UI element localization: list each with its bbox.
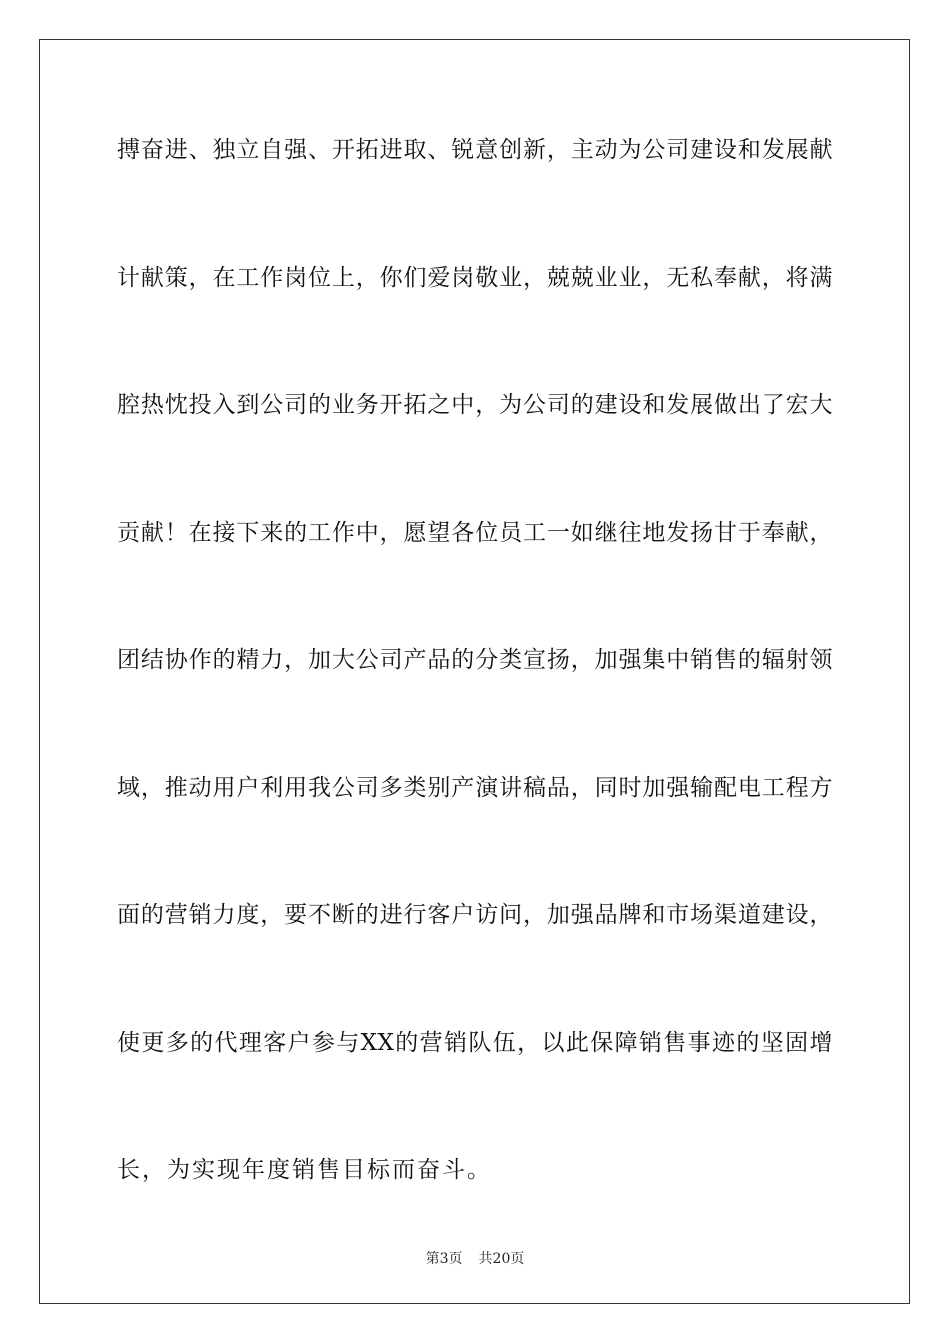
text-line-1: 搏奋进、独立自强、开拓进取、锐意创新，主动为公司建设和发展献 bbox=[117, 137, 833, 163]
text-line-5: 团结协作的精力，加大公司产品的分类宣扬，加强集中销售的辐射领 bbox=[117, 647, 833, 673]
text-line-8: 使更多的代理客户参与XX的营销队伍，以此保障销售事迹的坚固增 bbox=[117, 1029, 833, 1056]
page-number: 第3页 bbox=[425, 1251, 463, 1267]
text-line-9: 长，为实现年度销售目标而奋斗。 bbox=[117, 1157, 492, 1183]
text-line-2: 计献策，在工作岗位上，你们爱岗敬业，兢兢业业，无私奉献，将满 bbox=[117, 264, 833, 291]
text-line-7: 面的营销力度，要不断的进行客户访问，加强品牌和市场渠道建设， bbox=[117, 902, 833, 928]
document-body bbox=[117, 120, 833, 1268]
page-total: 共20页 bbox=[478, 1251, 525, 1267]
text-line-4: 贡献！在接下来的工作中，愿望各位员工一如继往地发扬甘于奉献， bbox=[117, 519, 833, 546]
text-line-6: 域，推动用户利用我公司多类别产演讲稿品，同时加强输配电工程方 bbox=[117, 774, 833, 801]
page-footer bbox=[0, 1248, 950, 1268]
text-line-3: 腔热忱投入到公司的业务开拓之中，为公司的建设和发展做出了宏大 bbox=[117, 392, 833, 418]
